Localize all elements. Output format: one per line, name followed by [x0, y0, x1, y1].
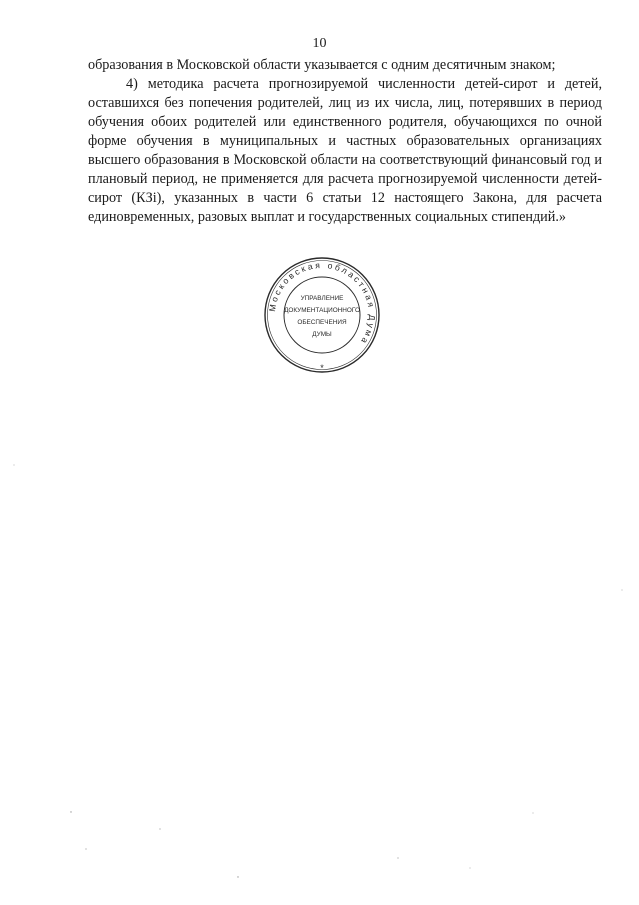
document-body — [88, 56, 602, 227]
stamp-ring-text: Московская областная Дума — [266, 259, 378, 348]
stamp-center-line-3: ОБЕСПЕЧЕНИЯ — [297, 319, 347, 326]
paragraph-continuation: образования в Московской области указывается с одним десятичным знаком; — [88, 57, 556, 73]
stamp-center-line-4: ДУМЫ — [312, 331, 332, 338]
paragraph-item-4: 4) методика расчета прогнозируемой численности детей-сирот и детей, оставшихся без попечения родителей, лиц из их числа, лиц, потерявших в период обучения обоих родителей или единственного родителя, обучающихся по очной форме обучения в муниципальных и частных образовательных организациях высшего образования в Московской области на соответствующий финансовый год и плановый период, не применяется для расчета прогнозируемой численности детей-сирот (КЗі), указанных в части 6 статьи 12 настоящего Закона, для расчета единовременных, разовых выплат и государственных социальных стипендий.» — [88, 76, 602, 225]
stamp-inner-ring — [284, 277, 360, 353]
stamp-outer-ring — [265, 258, 379, 372]
stamp-center-line-1: УПРАВЛЕНИЕ — [300, 295, 344, 302]
stamp-star: * — [320, 363, 324, 373]
stamp-center-line-2: ДОКУМЕНТАЦИОННОГО — [284, 307, 360, 314]
official-stamp — [263, 256, 381, 374]
page-number: 10 — [312, 36, 327, 51]
